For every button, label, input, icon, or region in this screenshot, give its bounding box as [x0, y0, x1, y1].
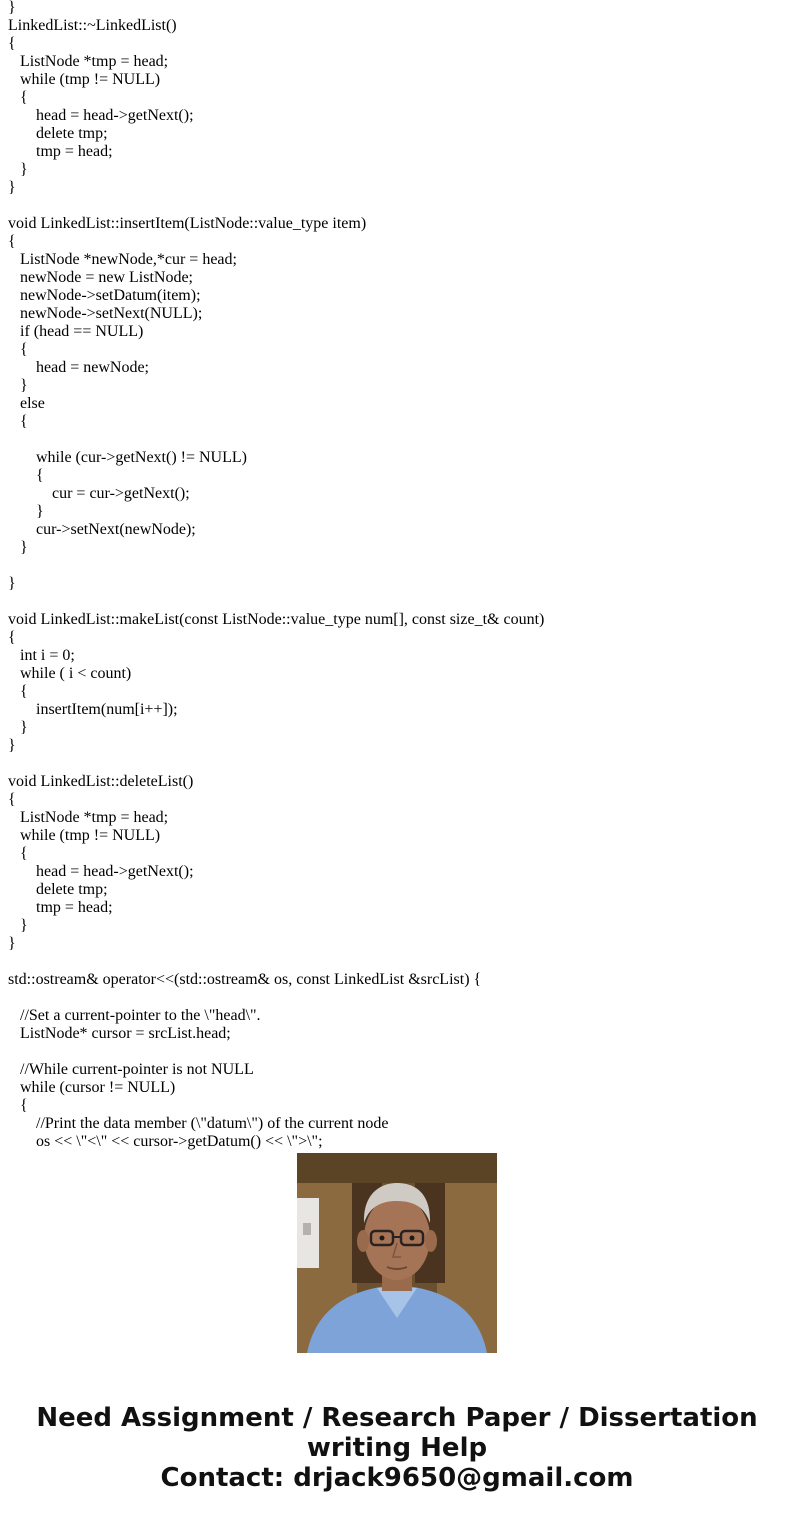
- code-line: while ( i < count): [8, 665, 132, 682]
- code-line: LinkedList::~LinkedList(): [8, 17, 177, 34]
- code-line: void LinkedList::deleteList(): [8, 773, 194, 790]
- code-line: while (cur->getNext() != NULL): [8, 449, 247, 466]
- code-line: {: [8, 89, 28, 106]
- code-line: {: [8, 629, 16, 646]
- code-line: head = newNode;: [8, 359, 149, 376]
- code-line: delete tmp;: [8, 881, 108, 898]
- code-line: newNode = new ListNode;: [8, 269, 193, 286]
- code-line: os << \"<\" << cursor->getDatum() << \">\";: [8, 1133, 323, 1150]
- code-line: if (head == NULL): [8, 323, 144, 340]
- author-photo: [297, 1153, 497, 1353]
- code-line: int i = 0;: [8, 647, 75, 664]
- code-line: {: [8, 413, 28, 430]
- code-line: }: [8, 0, 16, 16]
- code-line: }: [8, 377, 28, 394]
- code-line: {: [8, 683, 28, 700]
- code-line: while (tmp != NULL): [8, 827, 161, 844]
- code-line: ListNode *newNode,*cur = head;: [8, 251, 237, 268]
- code-line: //Print the data member (\"datum\") of the current node: [8, 1115, 389, 1132]
- code-line: newNode->setDatum(item);: [8, 287, 201, 304]
- code-line: else: [8, 395, 45, 412]
- code-line: ListNode* cursor = srcList.head;: [8, 1025, 231, 1042]
- code-line: tmp = head;: [8, 899, 113, 916]
- code-line: }: [8, 539, 28, 556]
- code-line: std::ostream& operator<<(std::ostream& os, const LinkedList &srcList) {: [8, 971, 482, 988]
- author-avatar: [297, 1153, 497, 1353]
- code-line: void LinkedList::insertItem(ListNode::value_type item): [8, 215, 367, 232]
- code-line: insertItem(num[i++]);: [8, 701, 178, 718]
- promo-line-1: Need Assignment / Research Paper / Dissertation: [36, 1403, 758, 1433]
- code-line: {: [8, 233, 16, 250]
- code-line: }: [8, 503, 44, 520]
- promo-line-2: writing Help: [306, 1433, 488, 1463]
- code-line: {: [8, 35, 16, 52]
- code-line: cur->setNext(newNode);: [8, 521, 196, 538]
- code-line: ListNode *tmp = head;: [8, 53, 169, 70]
- code-line: while (cursor != NULL): [8, 1079, 176, 1096]
- code-line: //Set a current-pointer to the \"head\".: [8, 1007, 261, 1024]
- code-line: //While current-pointer is not NULL: [8, 1061, 254, 1078]
- code-line: newNode->setNext(NULL);: [8, 305, 203, 322]
- code-line: }: [8, 161, 28, 178]
- code-line: cur = cur->getNext();: [8, 485, 190, 502]
- code-line: while (tmp != NULL): [8, 71, 161, 88]
- code-line: void LinkedList::makeList(const ListNode::value_type num[], const size_t& count): [8, 611, 545, 628]
- code-line: {: [8, 845, 28, 862]
- promo-footer: [0, 1403, 794, 1493]
- code-line: }: [8, 575, 16, 592]
- code-line: head = head->getNext();: [8, 863, 194, 880]
- code-line: delete tmp;: [8, 125, 108, 142]
- promo-contact-line: Contact: drjack9650@gmail.com: [160, 1463, 634, 1493]
- code-line: }: [8, 935, 16, 952]
- code-line: {: [8, 791, 16, 808]
- code-line: ListNode *tmp = head;: [8, 809, 169, 826]
- code-line: }: [8, 179, 16, 196]
- code-line: }: [8, 737, 16, 754]
- code-line: {: [8, 341, 28, 358]
- code-line: head = head->getNext();: [8, 107, 194, 124]
- code-line: tmp = head;: [8, 143, 113, 160]
- code-line: }: [8, 719, 28, 736]
- code-line: {: [8, 1097, 28, 1114]
- code-line: }: [8, 917, 28, 934]
- code-line: {: [8, 467, 44, 484]
